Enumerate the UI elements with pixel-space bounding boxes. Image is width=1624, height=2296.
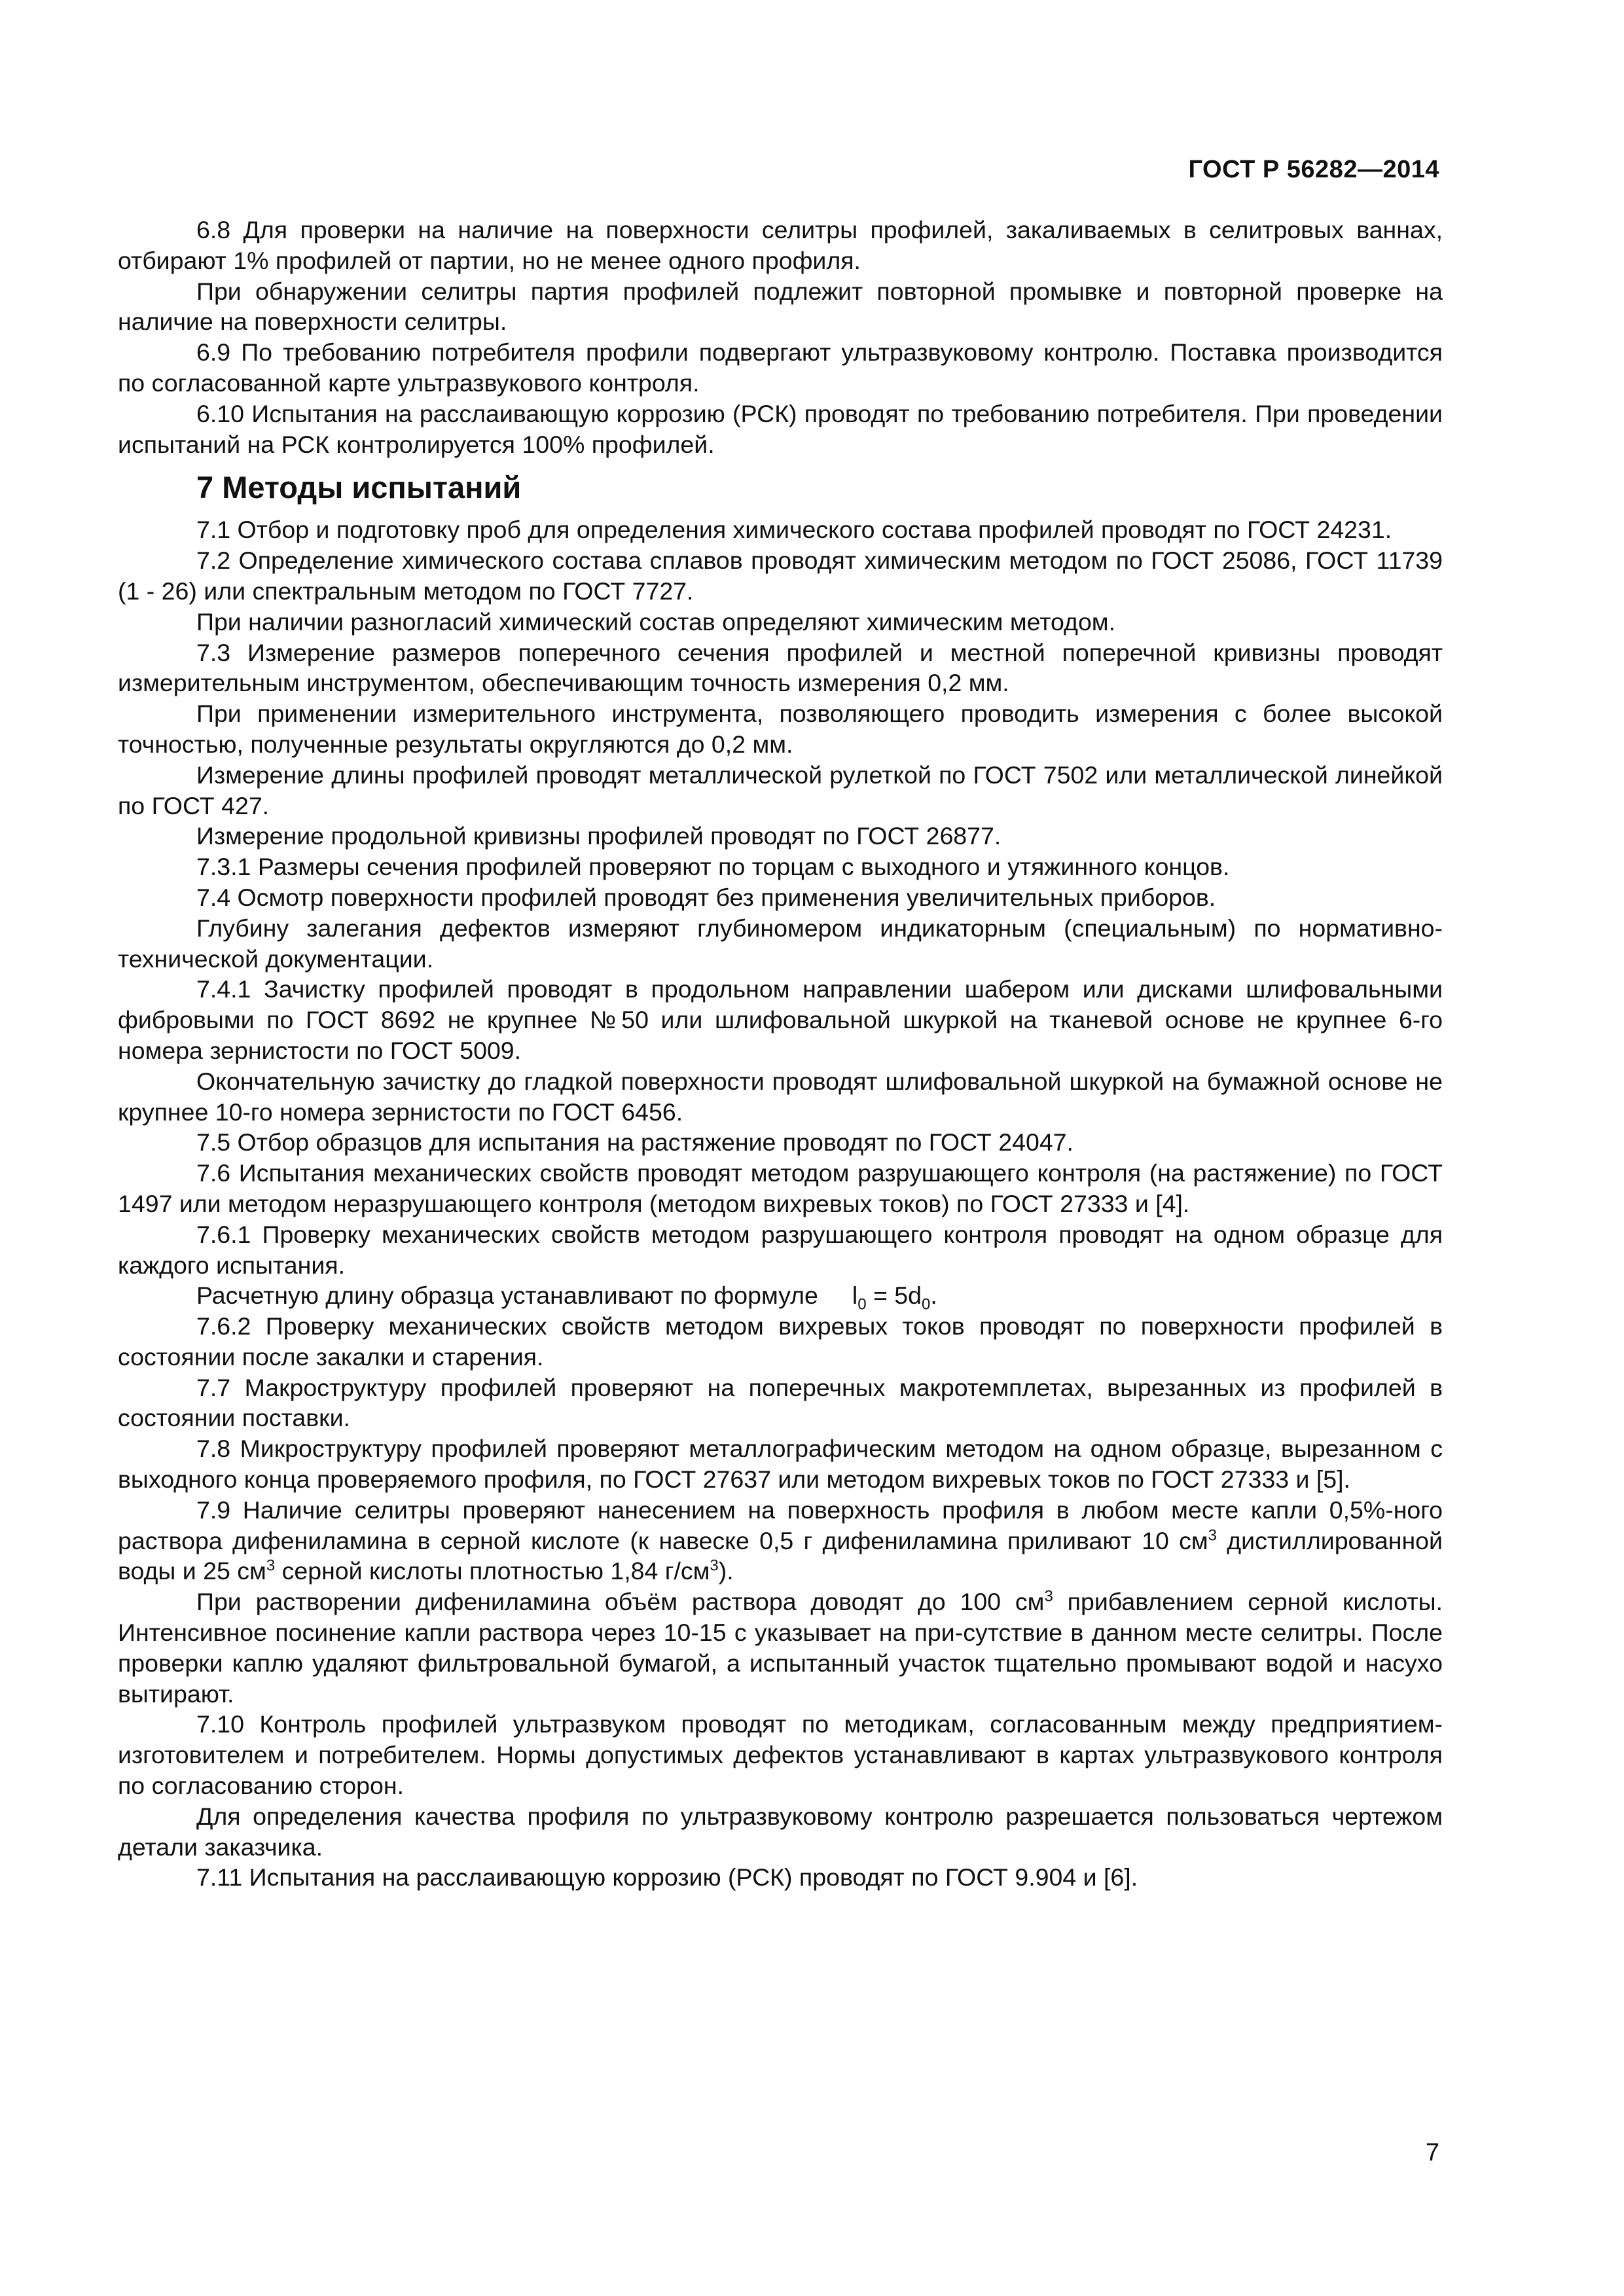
paragraph: 7.5 Отбор образцов для испытания на растяжение проводят по ГОСТ 24047. xyxy=(196,1128,1074,1157)
section-heading: 7 Методы испытаний xyxy=(196,470,522,505)
subscript: 0 xyxy=(857,1295,867,1314)
paragraph: 7.3 Измерение размеров поперечного сечения профилей и местной поперечной кривизны проводят измерительным инструментом, обеспечивающим точность измерения 0,2 мм. xyxy=(118,638,1443,697)
text-run: дистиллированной воды и 25 см xyxy=(118,1526,1443,1585)
paragraph: 7.1 Отбор и подготовку проб для определения химического состава профилей проводят по ГОСТ 24231. xyxy=(196,516,1392,544)
text-run: прибавлением серной кислоты. Интенсивное посинение капли раствора через 10-15 с указывает на при-сутствие в данном месте селитры. После проверки каплю удаляют фильтровальной бумагой, а испытанный участок тщательно промывают водой и насухо вытирают. xyxy=(118,1588,1443,1708)
paragraph: 7.7 Макроструктуру профилей проверяют на поперечных макротемплетах, вырезанных из профилей в состоянии поставки. xyxy=(118,1373,1443,1432)
paragraph: При применении измерительного инструмента, позволяющего проводить измерения с более высокой точностью, полученные результаты округляются до 0,2 мм. xyxy=(118,700,1443,758)
paragraph: 7.6 Испытания механических свойств проводят методом разрушающего контроля (на растяжение) по ГОСТ 1497 или методом неразрушающего контроля (методом вихревых токов) по ГОСТ 27333 и [4]. xyxy=(118,1159,1443,1217)
text-run: При растворении дифениламина объём раствора доводят до 100 см xyxy=(196,1588,1045,1616)
page-number: 7 xyxy=(1425,2139,1439,2166)
paragraph: Окончательную зачистку до гладкой поверхности проводят шлифовальной шкуркой на бумажной основе не крупнее 10-го номера зернистости по ГОСТ 6456. xyxy=(118,1067,1443,1126)
paragraph: 7.3.1 Размеры сечения профилей проверяют по торцам с выходного и утяжинного концов. xyxy=(196,853,1230,881)
paragraph: При наличии разногласий химический состав определяют химическим методом. xyxy=(196,607,1115,636)
paragraph: Для определения качества профиля по ультразвуковому контролю разрешается пользоваться чертежом детали заказчика. xyxy=(118,1802,1443,1861)
formula-paragraph xyxy=(118,1280,1443,1314)
paragraph: Глубину залегания дефектов измеряют глубиномером индикаторным (специальным) по нормативно-технической документации. xyxy=(118,914,1443,973)
text-run: ). xyxy=(718,1557,734,1585)
paragraph xyxy=(118,1495,1443,1587)
paragraph: 7.4.1 Зачистку профилей проводят в продольном направлении шабером или дисками шлифовальными фибровыми по ГОСТ 8692 не крупнее №50 или шлифовальной шкуркой на тканевой основе не крупнее 6-го номера зернистости по ГОСТ 5009. xyxy=(118,975,1443,1064)
paragraph: 7.6.1 Проверку механических свойств методом разрушающего контроля проводят на одном образце для каждого испытания. xyxy=(118,1220,1443,1279)
paragraph: 7.11 Испытания на расслаивающую коррозию (РСК) проводят по ГОСТ 9.904 и [6]. xyxy=(196,1863,1138,1892)
paragraph: 7.6.2 Проверку механических свойств методом вихревых токов проводят по поверхности профилей в состоянии после закалки и старения. xyxy=(118,1312,1443,1371)
subscript: 0 xyxy=(922,1295,931,1314)
superscript: 3 xyxy=(1208,1526,1217,1545)
text-run: 7.9 Наличие селитры проверяют нанесением на поверхность профиля в любом месте капли 0,5%-ного раствора дифениламина в серной кислоте (к навеске 0,5 г дифениламина приливают 10 см xyxy=(118,1496,1443,1554)
formula-end: . xyxy=(930,1282,937,1310)
superscript: 3 xyxy=(710,1556,719,1575)
text-run: серной кислоты плотностью 1,84 г/см xyxy=(275,1557,710,1585)
paragraph: 7.2 Определение химического состава сплавов проводят химическим методом по ГОСТ 25086, ГОСТ 11739 (1 - 26) или спектральным методом по ГОСТ 7727. xyxy=(118,547,1443,605)
formula-lead: Расчетную длину образца устанавливают по формуле xyxy=(196,1282,818,1310)
paragraph: 6.9 По требованию потребителя профили подвергают ультразвуковому контролю. Поставка производится по согласованной карте ультразвукового контроля. xyxy=(118,338,1443,397)
paragraph: При обнаружении селитры партия профилей подлежит повторной промывке и повторной проверке на наличие на поверхности селитры. xyxy=(118,277,1443,336)
formula-eq: = 5d xyxy=(866,1282,922,1310)
formula-var: l xyxy=(852,1282,858,1310)
document-body xyxy=(118,215,1443,1893)
paragraph: 7.8 Микроструктуру профилей проверяют металлографическим методом на одном образце, вырезанном с выходного конца проверяемого профиля, по ГОСТ 27637 или методом вихревых токов по ГОСТ 27333 и [5]. xyxy=(118,1435,1443,1494)
paragraph: Измерение продольной кривизны профилей проводят по ГОСТ 26877. xyxy=(196,822,1001,850)
document-header: ГОСТ Р 56282—2014 xyxy=(1188,156,1439,183)
paragraph: Измерение длины профилей проводят металлической рулеткой по ГОСТ 7502 или металлической линейкой по ГОСТ 427. xyxy=(118,761,1443,819)
paragraph: 6.10 Испытания на расслаивающую коррозию (РСК) проводят по требованию потребителя. При проведении испытаний на РСК контролируется 100% профилей. xyxy=(118,399,1443,458)
superscript: 3 xyxy=(266,1556,276,1575)
paragraph: 7.10 Контроль профилей ультразвуком проводят по методикам, согласованным между предприятием-изготовителем и потребителем. Нормы допустимых дефектов устанавливают в картах ультразвукового контроля по согласованию сторон. xyxy=(118,1710,1443,1800)
superscript: 3 xyxy=(1044,1587,1053,1605)
paragraph: 7.4 Осмотр поверхности профилей проводят без применения увеличительных приборов. xyxy=(196,883,1216,911)
paragraph: 6.8 Для проверки на наличие на поверхности селитры профилей, закаливаемых в селитровых ваннах, отбирают 1% профилей от партии, но не менее одного профиля. xyxy=(118,216,1443,274)
paragraph xyxy=(118,1587,1443,1709)
